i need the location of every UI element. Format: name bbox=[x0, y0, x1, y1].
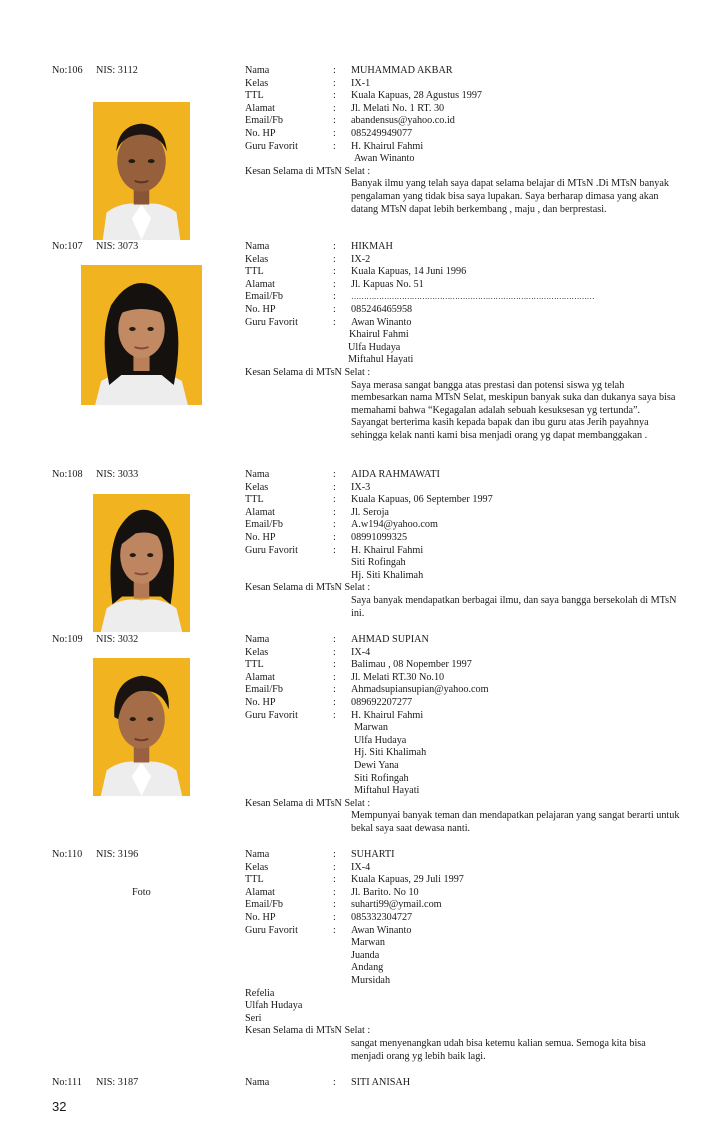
value-kelas: IX-2 bbox=[351, 253, 371, 265]
label-email: Email/Fb bbox=[245, 899, 283, 911]
value-guru: H. Khairul Fahmi bbox=[351, 544, 424, 556]
label-alamat: Alamat bbox=[245, 102, 275, 114]
entry-number: No:107 bbox=[52, 241, 83, 252]
value-guru: Awan Winanto bbox=[351, 924, 412, 936]
value-guru: Andang bbox=[351, 962, 384, 974]
entry-nis: NIS: 3187 bbox=[96, 1077, 139, 1088]
value-guru: Dewi Yana bbox=[354, 759, 399, 771]
kesan-paragraph: Saya banyak mendapatkan berbagai ilmu, dan saya bangga bersekolah di MTsN ini. bbox=[351, 594, 677, 619]
entry-number: No:106 bbox=[52, 65, 83, 76]
label-guru: Guru Favorit bbox=[245, 544, 298, 556]
value-hp: 08991099325 bbox=[351, 531, 408, 543]
kesan-text bbox=[351, 595, 681, 620]
label-ttl: TTL bbox=[245, 494, 264, 506]
kesan-text bbox=[351, 810, 681, 835]
value-nama: HIKMAH bbox=[351, 241, 393, 252]
entry-nis: NIS: 3033 bbox=[96, 469, 139, 480]
label-alamat: Alamat bbox=[245, 671, 275, 683]
value-hp: 085249949077 bbox=[351, 127, 413, 139]
label-alamat: Alamat bbox=[245, 506, 275, 518]
value-email: A.w194@yahoo.com bbox=[351, 519, 438, 531]
value-nama: MUHAMMAD AKBAR bbox=[351, 65, 453, 76]
label-nama: Nama bbox=[245, 1077, 270, 1088]
value-guru: Refelia bbox=[245, 987, 275, 999]
label-nama: Nama bbox=[245, 469, 270, 480]
value-guru: Hj. Siti Khalimah bbox=[354, 747, 427, 759]
value-guru: Siti Rofingah bbox=[351, 557, 406, 569]
value-guru: Awan Winanto bbox=[354, 153, 415, 165]
label-nama: Nama bbox=[245, 849, 270, 860]
value-email: …………………………………………………………………………………… bbox=[351, 292, 595, 302]
value-hp: 089692207277 bbox=[351, 696, 413, 708]
entry-number: No:108 bbox=[52, 469, 83, 480]
value-guru: Ulfa Hudaya bbox=[348, 341, 401, 353]
student-photo bbox=[93, 102, 190, 240]
kesan-text bbox=[351, 1038, 681, 1063]
value-alamat: Jl. Seroja bbox=[351, 506, 389, 518]
value-guru: Awan Winanto bbox=[351, 316, 412, 328]
label-kelas: Kelas bbox=[245, 861, 269, 873]
photo-placeholder-label: Foto bbox=[132, 887, 151, 898]
kesan-label: Kesan Selama di MTsN Selat : bbox=[245, 165, 371, 177]
label-ttl: TTL bbox=[245, 874, 264, 886]
label-kelas: Kelas bbox=[245, 253, 269, 265]
label-guru: Guru Favorit bbox=[245, 316, 298, 328]
label-hp: No. HP bbox=[245, 303, 276, 315]
label-nama: Nama bbox=[245, 241, 270, 252]
label-email: Email/Fb bbox=[245, 115, 283, 127]
label-guru: Guru Favorit bbox=[245, 924, 298, 936]
value-nama: AHMAD SUPIAN bbox=[351, 634, 429, 645]
page-number: 32 bbox=[52, 1099, 67, 1114]
value-guru: Siti Rofingah bbox=[354, 772, 409, 784]
value-alamat: Jl. Barito. No 10 bbox=[351, 886, 419, 898]
kesan-paragraph: Mempunyai banyak teman dan mendapatkan pelajaran yang sangat berarti untuk bekal saya saat dewasa nanti. bbox=[351, 810, 680, 834]
kesan-label: Kesan Selama di MTsN Selat : bbox=[245, 1025, 371, 1037]
value-nama: SUHARTI bbox=[351, 849, 395, 860]
value-hp: 085246465958 bbox=[351, 303, 413, 315]
label-kelas: Kelas bbox=[245, 646, 269, 658]
value-guru: Khairul Fahmi bbox=[349, 329, 409, 341]
value-email: suharti99@ymail.com bbox=[351, 899, 442, 911]
kesan-label: Kesan Selama di MTsN Selat : bbox=[245, 582, 371, 594]
label-kelas: Kelas bbox=[245, 77, 269, 89]
value-kelas: IX-3 bbox=[351, 481, 371, 493]
entry-number: No:111 bbox=[52, 1077, 82, 1088]
value-guru: Seri bbox=[245, 1012, 262, 1024]
label-ttl: TTL bbox=[245, 659, 264, 671]
value-alamat: Jl. Melati RT.30 No.10 bbox=[351, 671, 445, 683]
label-hp: No. HP bbox=[245, 127, 276, 139]
kesan-paragraph: Saya merasa sangat bangga atas prestasi dan potensi siswa yg telah membesarkan nama MTsN Selat, meskipun banyak suka dan dukanya saya bisa memahami bahwa “Kegagalan adalah sebuah kesuksesan yg tertunda”. bbox=[351, 379, 676, 416]
value-email: Ahmadsupiansupian@yahoo.com bbox=[351, 684, 489, 696]
value-guru: Ulfah Hudaya bbox=[245, 1000, 303, 1012]
label-nama: Nama bbox=[245, 65, 270, 76]
value-ttl: Kuala Kapuas, 28 Agustus 1997 bbox=[351, 90, 483, 102]
kesan-paragraph: Sayangat berterima kasih kepada bapak dan ibu guru atas Jerih payahnya sehingga kelak nanti kami bisa menjadi orang yg dapat membanggakan . bbox=[351, 417, 649, 441]
kesan-text bbox=[351, 380, 681, 443]
value-ttl: Kuala Kapuas, 14 Juni 1996 bbox=[351, 266, 467, 278]
kesan-label: Kesan Selama di MTsN Selat : bbox=[245, 366, 371, 378]
label-email: Email/Fb bbox=[245, 684, 283, 696]
kesan-text bbox=[351, 178, 681, 216]
label-hp: No. HP bbox=[245, 696, 276, 708]
label-email: Email/Fb bbox=[245, 519, 283, 531]
label-kelas: Kelas bbox=[245, 481, 269, 493]
label-hp: No. HP bbox=[245, 911, 276, 923]
entry-nis: NIS: 3112 bbox=[96, 65, 138, 76]
label-hp: No. HP bbox=[245, 531, 276, 543]
label-nama: Nama bbox=[245, 634, 270, 645]
kesan-label: Kesan Selama di MTsN Selat : bbox=[245, 797, 371, 809]
value-ttl: Kuala Kapuas, 29 Juli 1997 bbox=[351, 874, 464, 886]
label-ttl: TTL bbox=[245, 266, 264, 278]
value-guru: Hj. Siti Khalimah bbox=[351, 569, 424, 581]
value-guru: Marwan bbox=[351, 937, 385, 949]
value-guru: H. Khairul Fahmi bbox=[351, 140, 424, 152]
value-guru: Ulfa Hudaya bbox=[354, 734, 407, 746]
label-email: Email/Fb bbox=[245, 291, 283, 303]
label-ttl: TTL bbox=[245, 90, 264, 102]
student-photo bbox=[81, 265, 202, 405]
label-alamat: Alamat bbox=[245, 278, 275, 290]
value-kelas: IX-4 bbox=[351, 861, 371, 873]
label-guru: Guru Favorit bbox=[245, 140, 298, 152]
student-photo bbox=[93, 494, 190, 632]
value-email: abandensus@yahoo.co.id bbox=[351, 115, 455, 127]
value-ttl: Kuala Kapuas, 06 September 1997 bbox=[351, 494, 493, 506]
value-nama: AIDA RAHMAWATI bbox=[351, 469, 440, 480]
value-kelas: IX-1 bbox=[351, 77, 371, 89]
kesan-paragraph: Banyak ilmu yang telah saya dapat selama belajar di MTsN .Di MTsN banyak pengalaman yang tidak bisa saya lupakan. Saya berharap dimasa yang akan datang MTsN dapat lebih berkembang , maju , dan berprestasi. bbox=[351, 178, 669, 215]
entry-nis: NIS: 3196 bbox=[96, 849, 139, 860]
value-ttl: Balimau , 08 Nopember 1997 bbox=[351, 659, 472, 671]
value-guru: Miftahul Hayati bbox=[348, 354, 414, 366]
value-alamat: Jl. Kapuas No. 51 bbox=[351, 278, 424, 290]
entry-nis: NIS: 3073 bbox=[96, 241, 139, 252]
value-guru: Juanda bbox=[351, 949, 380, 961]
value-kelas: IX-4 bbox=[351, 646, 371, 658]
value-alamat: Jl. Melati No. 1 RT. 30 bbox=[351, 102, 445, 114]
student-photo bbox=[93, 658, 190, 796]
value-hp: 085332304727 bbox=[351, 911, 413, 923]
entry-number: No:109 bbox=[52, 634, 83, 645]
value-guru: Mursidah bbox=[351, 974, 391, 986]
label-alamat: Alamat bbox=[245, 886, 275, 898]
value-guru: H. Khairul Fahmi bbox=[351, 709, 424, 721]
value-guru: Miftahul Hayati bbox=[354, 785, 420, 797]
entry-nis: NIS: 3032 bbox=[96, 634, 139, 645]
kesan-paragraph: sangat menyenangkan udah bisa ketemu kalian semua. Semoga kita bisa menjadi orang yg lebih baik lagi. bbox=[351, 1037, 646, 1062]
value-guru: Marwan bbox=[354, 722, 388, 734]
label-guru: Guru Favorit bbox=[245, 709, 298, 721]
entry-number: No:110 bbox=[52, 849, 83, 860]
value-nama: SITI ANISAH bbox=[351, 1077, 411, 1088]
